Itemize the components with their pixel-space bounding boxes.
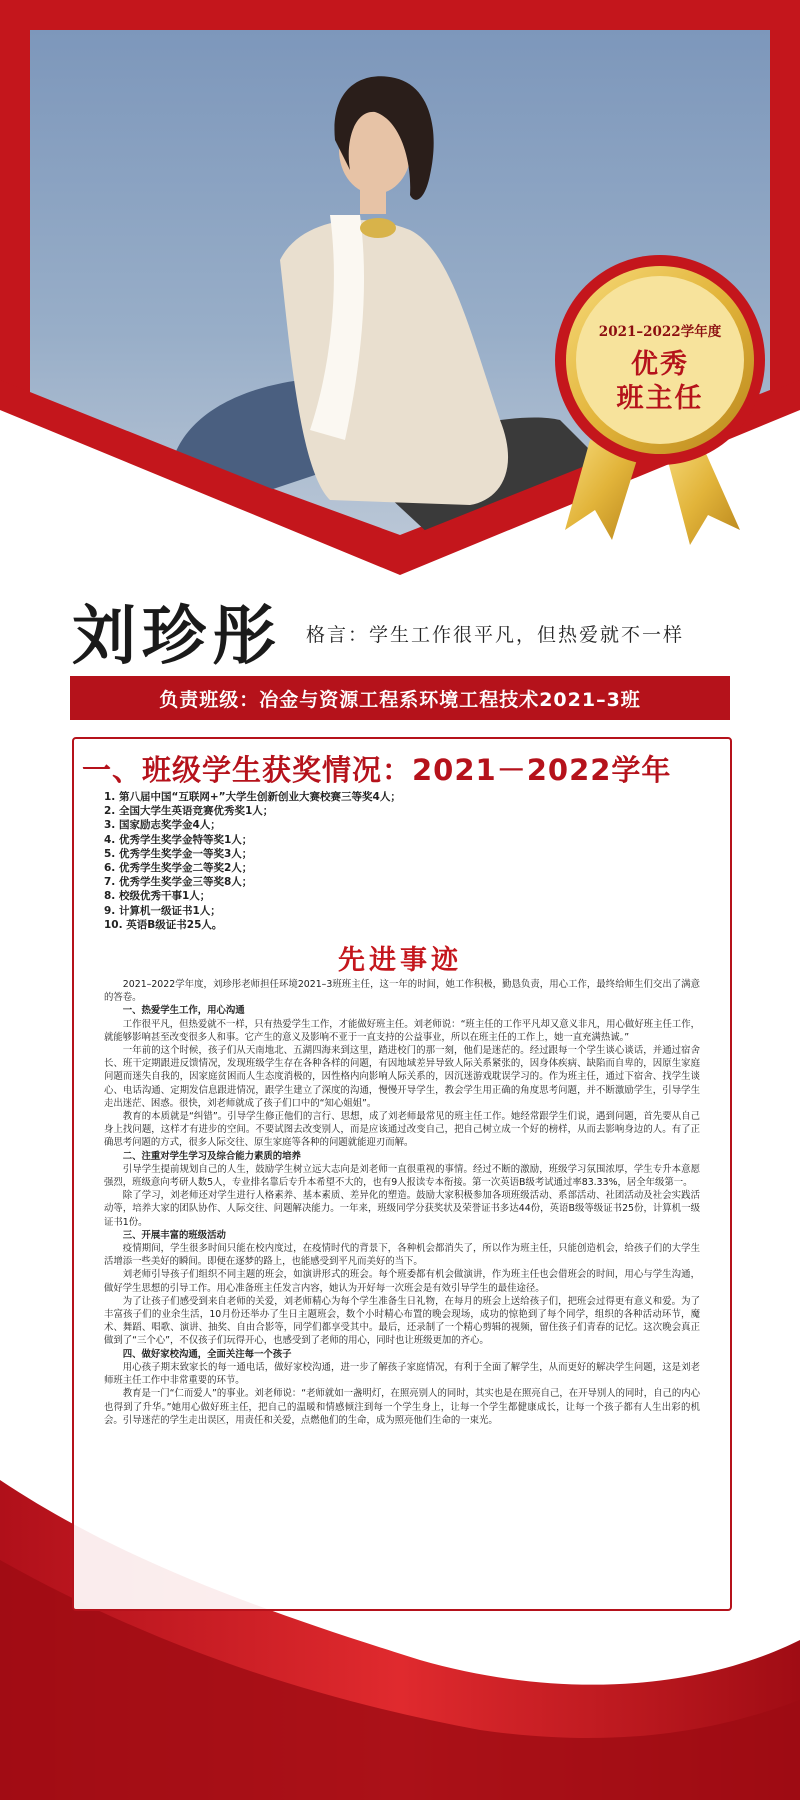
deeds-paragraph: 刘老师引导孩子们组织不同主题的班会，如演讲形式的班会。每个班委都有机会做演讲，作为班主任也会借班会的时间，用心与学生沟通，做好学生思想的引导工作。用心准备班主任发言内容，她认为开好每一次班会是有效引导学生的最佳途径。 — [104, 1269, 700, 1294]
deeds-paragraph: 引导学生提前规划自己的人生，鼓励学生树立远大志向是刘老师一直很重视的事情。经过不断的激励，班级学习氛围浓厚，学生专升本意愿强烈，班级意向考研人数5人，专业排名靠后专升本希望不大的，也有9人报读专本衔接。第一次英语B级考试通过率83.33%，居全年级第一。 — [104, 1163, 700, 1189]
award-item: 1. 第八届中国“互联网+”大学生创新创业大赛校赛三等奖4人； — [104, 791, 401, 803]
teacher-name: 刘珍彤 — [72, 599, 282, 674]
deeds-subheading: 三、开展丰富的班级活动 — [122, 1229, 226, 1241]
deeds-paragraph: 除了学习，刘老师还对学生进行人格素养、基本素质、差异化的塑造。鼓励大家积极参加各项班级活动、系部活动、社团活动及社会实践活动等，培养大家的团队协作、人际交往、问题解决能力。一年来，班级同学分获奖状及荣誉证书多达44份，英语B级等级证书25份，计算机一级证书1份。 — [104, 1190, 700, 1228]
award-item: 7. 优秀学生奖学金三等奖8人； — [104, 876, 253, 889]
deeds-title: 先进事迹 — [338, 945, 462, 976]
award-item: 8. 校级优秀干事1人； — [104, 890, 211, 903]
medal-line1: 优秀 — [631, 349, 689, 380]
award-item: 2. 全国大学生英语竞赛优秀奖1人； — [104, 805, 274, 818]
deeds-paragraph: 教育是一门“仁而爱人”的事业。刘老师说：“老师就如一盏明灯，在照亮别人的同时，其实也是在照亮自己，在开导别人的同时，自己的内心也得到了升华。”她用心做好班主任，把自己的温暖和情感倾注到每一个学生身上，让每一个学生都健康成长，让每一个孩子都有人生出彩的机会。引导迷茫的学生走出误区，用责任和关爱，点燃他们的生命，成为照亮他们生命的一束光。 — [104, 1388, 700, 1426]
deeds-paragraph: 工作很平凡，但热爱就不一样，只有热爱学生工作，才能做好班主任。刘老师说：“班主任的工作平凡却又意义非凡，用心做好班主任工作，就能够影响甚至改变很多人和事。它产生的意义及影响不亚于一直支持的公益事业，所以在班主任的工作上，她一直充满热诚。” — [104, 1018, 700, 1043]
award-item: 9. 计算机一级证书1人； — [104, 904, 221, 917]
deeds-paragraph: 2021–2022学年度，刘珍彤老师担任环境2021–3班班主任，这一年的时间，她工作积极，勤恳负责，用心工作，最终给师生们交出了满意的答卷。 — [104, 979, 700, 1004]
deeds-body — [104, 978, 700, 1427]
award-item: 6. 优秀学生奖学金二等奖2人； — [104, 862, 253, 875]
award-item: 10. 英语B级证书25人。 — [104, 918, 223, 931]
deeds-paragraph: 一年前的这个时候，孩子们从天南地北、五湖四海来到这里，踏进校门的那一刻，他们是迷茫的。经过跟每一个学生谈心谈话，并通过宿舍长、班干定期跟进反馈情况，发现班级学生存在各种各样的问题，有因地域差异导致人际关系紧张的，因身体疾病、缺陷而自卑的，因原生家庭问题而迷失自我的，因家庭贫困而人生态度消极的，因性格内向影响人际关系的，因沉迷游戏耽误学习的。作为班主任，通过下宿舍、找学生谈心、电话沟通、定期发信息跟进情况，跟学生建立了深度的沟通，慢慢开导学生，教会学生用正确的角度思考问题，并不断激励学生，引导学生走出迷茫、困惑。很快，刘老师就成了孩子们口中的“知心姐姐”。 — [104, 1045, 700, 1109]
deeds-paragraph: 教育的本质就是“纠错”。引导学生修正他们的言行、思想，成了刘老师最常见的班主任工作。她经常跟学生们说，遇到问题，首先要从自己身上找问题，这样才有进步的空间。不要试图去改变别人，而是应该通过改变自己，把自己树立成一个好的榜样，从而去影响身边的人。有了正确思考问题的方式，很多人际交往、原生家庭等各种的问题就能迎刃而解。 — [104, 1111, 700, 1149]
awards-list — [104, 790, 401, 932]
section1-title: 一、班级学生获奖情况：2021－2022学年 — [82, 753, 672, 787]
award-item: 3. 国家励志奖学金4人； — [104, 819, 221, 832]
excellence-medal — [555, 262, 765, 532]
deeds-subheading: 二、注重对学生学习及综合能力素质的培养 — [122, 1150, 301, 1162]
deeds-paragraph: 疫情期间，学生很多时间只能在校内度过，在疫情时代的背景下，各种机会都消失了，所以作为班主任，只能创造机会，给孩子们的大学生活增添一些美好的瞬间。即便在逐梦的路上，也能感受到平凡而美好的当下。 — [104, 1243, 700, 1268]
award-item: 4. 优秀学生奖学金特等奖1人； — [104, 833, 253, 846]
deeds-subheading: 一、热爱学生工作，用心沟通 — [122, 1005, 245, 1017]
medal-year: 2021–2022学年度 — [598, 324, 722, 340]
teacher-motto: 格言：学生工作很平凡，但热爱就不一样 — [306, 624, 685, 646]
deeds-subheading: 四、做好家校沟通，全面关注每一个孩子 — [122, 1348, 292, 1360]
award-item: 5. 优秀学生奖学金一等奖3人； — [104, 847, 253, 860]
deeds-paragraph: 用心孩子期末致家长的每一通电话，做好家校沟通，进一步了解孩子家庭情况，有利于全面了解学生，从而更好的解决学生问题，这是刘老师班主任工作中非常重要的环节。 — [104, 1361, 700, 1387]
deeds-paragraph: 为了让孩子们感受到来自老师的关爱，刘老师精心为每个学生准备生日礼物，在每月的班会上送给孩子们，把班会过得更有意义和爱。为了丰富孩子们的业余生活，10月份还举办了生日主题班会，数个小时精心布置的晚会现场，成功的惊艳到了每个同学，组织的各种活动环节，魔术、舞蹈、唱歌、演讲、抽奖、自由合影等，同学们都享受其中。最后，还录制了一个精心剪辑的视频，留住孩子们青春的记忆。这次晚会真正做到了“三个心”，不仅孩子们玩得开心，也感受到了老师的用心，同时也让班级更加的齐心。 — [104, 1295, 700, 1347]
medal-line2: 班主任 — [616, 383, 704, 414]
class-banner: 负责班级：冶金与资源工程系环境工程技术2021–3班 — [70, 676, 730, 720]
